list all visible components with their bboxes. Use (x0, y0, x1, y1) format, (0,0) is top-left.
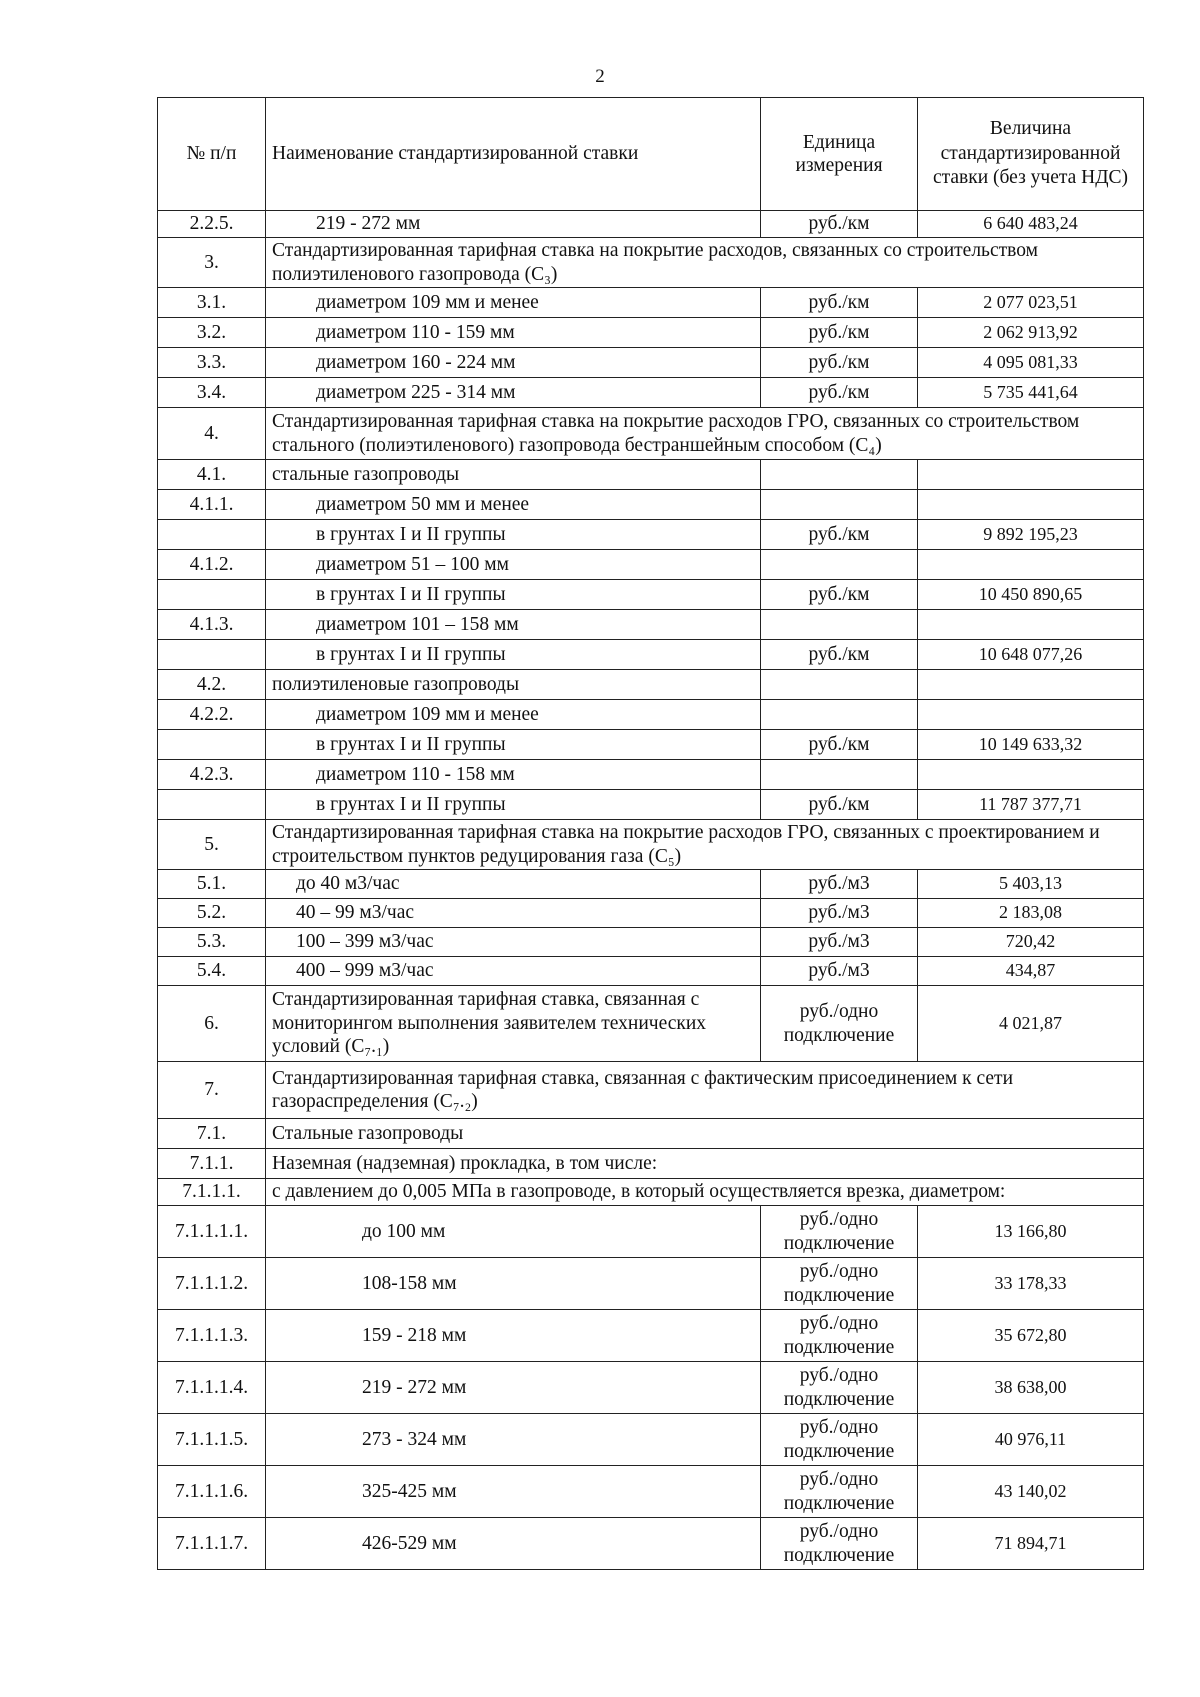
row-number: 4.1.2. (158, 550, 266, 580)
row-name: 325-425 мм (266, 1466, 761, 1518)
table-row (158, 986, 1144, 1062)
row-name: Стандартизированная тарифная ставка, связанная с мониторингом выполнения заявителем технических условий (С₇.₁) (266, 986, 761, 1062)
row-name: в грунтах I и II группы (266, 580, 761, 610)
row-unit: руб./км (761, 348, 918, 378)
row-name: диаметром 160 - 224 мм (266, 348, 761, 378)
row-value: 6 640 483,24 (918, 211, 1144, 238)
row-value (918, 760, 1144, 790)
table-row (158, 640, 1144, 670)
row-unit: руб./одно подключение (761, 1414, 918, 1466)
table-row (158, 670, 1144, 700)
row-number: 7.1.1.1.5. (158, 1414, 266, 1466)
table-row (158, 730, 1144, 760)
row-number: 3.1. (158, 288, 266, 318)
table-row (158, 348, 1144, 378)
table-body (158, 211, 1144, 1570)
row-name: диаметром 110 - 158 мм (266, 760, 761, 790)
table-row (158, 1062, 1144, 1119)
row-value: 5 403,13 (918, 870, 1144, 899)
row-name: в грунтах I и II группы (266, 640, 761, 670)
table-row (158, 211, 1144, 238)
row-unit: руб./км (761, 730, 918, 760)
row-unit: руб./одно подключение (761, 1518, 918, 1570)
row-number: 5.1. (158, 870, 266, 899)
row-number: 5. (158, 820, 266, 870)
row-number (158, 790, 266, 820)
row-value (918, 460, 1144, 490)
row-unit: руб./км (761, 640, 918, 670)
row-name: 400 – 999 м3/час (266, 957, 761, 986)
table-row (158, 408, 1144, 460)
table-row (158, 378, 1144, 408)
row-unit: руб./км (761, 790, 918, 820)
header-value: Величина стандартизированной ставки (без учета НДС) (918, 98, 1144, 211)
row-name: Стандартизированная тарифная ставка на покрытие расходов, связанных со строительством полиэтиленового газопровода (С₃) (266, 238, 1144, 288)
row-name: 100 – 399 м3/час (266, 928, 761, 957)
row-unit: руб./км (761, 211, 918, 238)
table-row (158, 1149, 1144, 1179)
row-number: 3.3. (158, 348, 266, 378)
row-value: 2 077 023,51 (918, 288, 1144, 318)
row-name: в грунтах I и II группы (266, 520, 761, 550)
row-name: диаметром 225 - 314 мм (266, 378, 761, 408)
row-name: 219 - 272 мм (266, 211, 761, 238)
row-number: 7.1.1.1.7. (158, 1518, 266, 1570)
table-row (158, 928, 1144, 957)
row-name: Стальные газопроводы (266, 1119, 1144, 1149)
row-unit: руб./км (761, 520, 918, 550)
row-value (918, 550, 1144, 580)
row-name: 219 - 272 мм (266, 1362, 761, 1414)
row-number: 4.1.1. (158, 490, 266, 520)
row-name: диаметром 50 мм и менее (266, 490, 761, 520)
row-name: Стандартизированная тарифная ставка, связанная с фактическим присоединением к сети газораспределения (С₇.₂) (266, 1062, 1144, 1119)
table-row (158, 610, 1144, 640)
table-row (158, 957, 1144, 986)
row-name: диаметром 109 мм и менее (266, 288, 761, 318)
row-name: 273 - 324 мм (266, 1414, 761, 1466)
row-unit: руб./км (761, 288, 918, 318)
row-number: 3. (158, 238, 266, 288)
row-value (918, 700, 1144, 730)
row-value (918, 670, 1144, 700)
table-row (158, 460, 1144, 490)
header-name: Наименование стандартизированной ставки (266, 98, 761, 211)
row-unit: руб./м3 (761, 928, 918, 957)
table-row (158, 1119, 1144, 1149)
row-value: 71 894,71 (918, 1518, 1144, 1570)
row-value: 5 735 441,64 (918, 378, 1144, 408)
row-number (158, 640, 266, 670)
table-row (158, 1310, 1144, 1362)
table-row (158, 820, 1144, 870)
row-name: стальные газопроводы (266, 460, 761, 490)
row-unit: руб./м3 (761, 899, 918, 928)
row-name: до 100 мм (266, 1206, 761, 1258)
row-value: 35 672,80 (918, 1310, 1144, 1362)
row-unit: руб./одно подключение (761, 1258, 918, 1310)
header-num: № п/п (158, 98, 266, 211)
row-number (158, 580, 266, 610)
row-unit: руб./одно подключение (761, 1206, 918, 1258)
table-row (158, 1179, 1144, 1206)
row-number: 7.1. (158, 1119, 266, 1149)
table-row (158, 318, 1144, 348)
row-value: 10 450 890,65 (918, 580, 1144, 610)
row-number (158, 730, 266, 760)
row-unit (761, 670, 918, 700)
row-value: 38 638,00 (918, 1362, 1144, 1414)
row-name: 159 - 218 мм (266, 1310, 761, 1362)
row-name: диаметром 51 – 100 мм (266, 550, 761, 580)
row-number: 4.1. (158, 460, 266, 490)
table-row (158, 580, 1144, 610)
row-unit: руб./одно подключение (761, 1310, 918, 1362)
row-value: 10 149 633,32 (918, 730, 1144, 760)
row-number: 5.3. (158, 928, 266, 957)
row-number: 4.2.2. (158, 700, 266, 730)
table-row (158, 790, 1144, 820)
row-number: 3.2. (158, 318, 266, 348)
row-number: 5.2. (158, 899, 266, 928)
row-unit (761, 460, 918, 490)
table-row (158, 1414, 1144, 1466)
row-name: с давлением до 0,005 МПа в газопроводе, в который осуществляется врезка, диаметром: (266, 1179, 1144, 1206)
table-header-row (158, 98, 1144, 211)
row-value: 11 787 377,71 (918, 790, 1144, 820)
row-name: Наземная (надземная) прокладка, в том числе: (266, 1149, 1144, 1179)
row-value: 10 648 077,26 (918, 640, 1144, 670)
table-row (158, 1466, 1144, 1518)
table-row (158, 1362, 1144, 1414)
row-name: 426-529 мм (266, 1518, 761, 1570)
table-row (158, 870, 1144, 899)
row-value: 434,87 (918, 957, 1144, 986)
header-unit: Единица измерения (761, 98, 918, 211)
row-value: 2 183,08 (918, 899, 1144, 928)
table-row (158, 760, 1144, 790)
row-name: Стандартизированная тарифная ставка на покрытие расходов ГРО, связанных со строительством стального (полиэтиленового) газопровода бестраншейным способом (С₄) (266, 408, 1144, 460)
row-unit (761, 610, 918, 640)
row-value: 4 095 081,33 (918, 348, 1144, 378)
row-name: полиэтиленовые газопроводы (266, 670, 761, 700)
table-row (158, 700, 1144, 730)
row-number: 5.4. (158, 957, 266, 986)
row-name: в грунтах I и II группы (266, 790, 761, 820)
table-row (158, 1206, 1144, 1258)
table-row (158, 288, 1144, 318)
table-row (158, 490, 1144, 520)
row-number: 2.2.5. (158, 211, 266, 238)
row-number: 4.1.3. (158, 610, 266, 640)
row-number: 7.1.1. (158, 1149, 266, 1179)
row-number: 7.1.1.1.3. (158, 1310, 266, 1362)
row-value (918, 490, 1144, 520)
row-number: 3.4. (158, 378, 266, 408)
table-row (158, 1258, 1144, 1310)
table-row (158, 550, 1144, 580)
row-name: диаметром 101 – 158 мм (266, 610, 761, 640)
row-number: 7. (158, 1062, 266, 1119)
row-value: 720,42 (918, 928, 1144, 957)
row-unit: руб./км (761, 378, 918, 408)
row-unit (761, 550, 918, 580)
table-row (158, 520, 1144, 550)
row-name: диаметром 109 мм и менее (266, 700, 761, 730)
table-row (158, 899, 1144, 928)
row-number: 6. (158, 986, 266, 1062)
row-number (158, 520, 266, 550)
row-name: Стандартизированная тарифная ставка на покрытие расходов ГРО, связанных с проектированием и строительством пунктов редуцирования газа (С₅) (266, 820, 1144, 870)
row-unit: руб./м3 (761, 957, 918, 986)
table-row (158, 238, 1144, 288)
row-unit (761, 490, 918, 520)
row-name: 40 – 99 м3/час (266, 899, 761, 928)
row-number: 7.1.1.1.6. (158, 1466, 266, 1518)
row-unit (761, 760, 918, 790)
row-number: 7.1.1.1.1. (158, 1206, 266, 1258)
row-value: 2 062 913,92 (918, 318, 1144, 348)
row-number: 4. (158, 408, 266, 460)
row-number: 7.1.1.1.2. (158, 1258, 266, 1310)
row-unit: руб./одно подключение (761, 986, 918, 1062)
row-unit: руб./одно подключение (761, 1466, 918, 1518)
row-unit: руб./км (761, 580, 918, 610)
row-value: 9 892 195,23 (918, 520, 1144, 550)
page-number: 2 (595, 66, 605, 87)
row-value (918, 610, 1144, 640)
row-name: 108-158 мм (266, 1258, 761, 1310)
row-unit: руб./м3 (761, 870, 918, 899)
row-number: 4.2.3. (158, 760, 266, 790)
row-value: 13 166,80 (918, 1206, 1144, 1258)
row-value: 4 021,87 (918, 986, 1144, 1062)
row-number: 7.1.1.1.4. (158, 1362, 266, 1414)
table-row (158, 1518, 1144, 1570)
row-name: в грунтах I и II группы (266, 730, 761, 760)
row-value: 40 976,11 (918, 1414, 1144, 1466)
row-number: 4.2. (158, 670, 266, 700)
row-value: 33 178,33 (918, 1258, 1144, 1310)
row-unit: руб./одно подключение (761, 1362, 918, 1414)
rates-table (157, 97, 1144, 1570)
row-unit (761, 700, 918, 730)
row-value: 43 140,02 (918, 1466, 1144, 1518)
row-name: диаметром 110 - 159 мм (266, 318, 761, 348)
row-unit: руб./км (761, 318, 918, 348)
row-name: до 40 м3/час (266, 870, 761, 899)
row-number: 7.1.1.1. (158, 1179, 266, 1206)
